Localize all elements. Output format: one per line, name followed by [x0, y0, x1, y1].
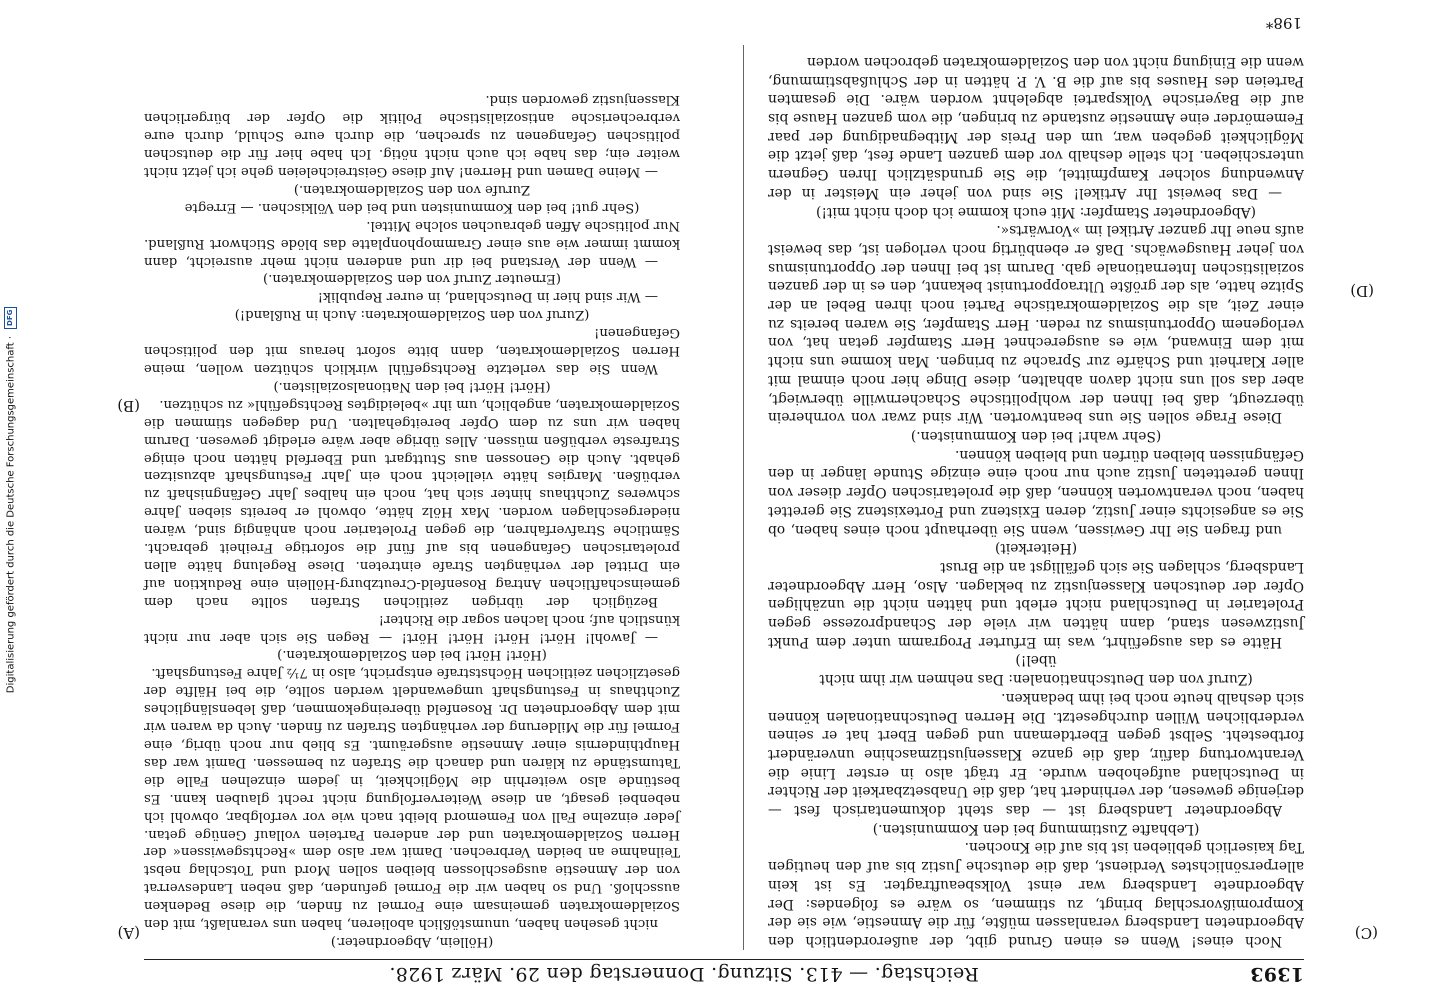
column-divider	[743, 45, 744, 950]
paragraph: Abgeordneter Landsberg ist — das steht dokumentarisch fest — derjenige gewesen, der verhindert hat, daß die Unabsetzbarkeit der Richter in Deutschland aufgehoben wurde. Er trägt also in erster Linie die Verantwortung dafür, daß die ganze Klassenjustizmaschine unverändert fortbesteht. Selbst gegen Ebertdemann und gegen Ebert hat er seinen verderblichen Willen durchgesetzt. Die Herren Deutschnationalen können sich deshalb heute noch bei ihm bedanken.	[768, 689, 1304, 819]
paragraph: — Meine Damen und Herren! Auf diese Geistreicheleien gehe ich jetzt nicht weiter ein; das habe ich auch nicht nötig. Ich habe hier für die deutschen politischen Gefangenen zu sprechen, die durch eure Schuld, durch eure verbrecherische antisozialistische Politik die Opfer der bürgerlichen Klassenjustiz geworden sind.	[144, 92, 680, 180]
paragraph: — Das beweist Ihr Artikel! Sie sind von jeher ein Meister in der Anwendung solcher Kampfmittel, die Sie grundsätzlich Ihren Gegnern unterschieben. Ich stelle deshalb vor dem ganzen Lande fest, daß jetzt die Möglichkeit gegeben war, um den Preis der Mitbegnadigung der paar Fememörder eine Amnestie zustande zu bringen, die vom ganzen Hause bis auf die Bayerische Volkspartei abgelehnt worden wäre. Die gesamten Parteien des Hauses bis auf die B. V. P. hätten in der Schlußabstimmung, wenn die Einigung nicht von den Sozialdemokraten gebrochen worden	[768, 53, 1304, 201]
paragraph: Hätte es das ausgeführt, was im Erfurter Programm unter dem Punkt Justizwesen stand, dann hätten wir viele der Schandprozesse gegen Proletarier in Deutschland nicht erlebt und hätten nicht die unzähligen Opfer der deutschen Klassenjustiz zu beklagen. Also, Herr Abgeordneter Landsberg, schlagen Sie sich gefälligst an die Brust	[768, 558, 1304, 650]
margin-mark-b: (B)	[117, 397, 140, 415]
paragraph: — Wir sind hier in Deutschland, in eurer Republik!	[317, 289, 658, 305]
paragraph: — Jawohl! Hört! Hört! Hört! Hört! — Regen Sie sich aber nur nicht künstlich auf; noch lachen sogar die Richter!	[144, 611, 680, 645]
paragraph: Wenn Sie das verletzte Rechtsgefühl wirklich schützen wollen, meine Herren Sozialdemokraten, dann bitte sofort heraus mit den politischen Gefangenen!	[144, 325, 680, 376]
interjection: (Sehr wahr! bei den Kommunisten.)	[910, 428, 1162, 445]
interjection: (Abgeordneter Stampfer: Mit euch komme ich doch nicht mit!)	[816, 203, 1256, 220]
signature-mark: 198*	[1265, 14, 1302, 32]
text-column-left	[768, 52, 1304, 950]
paragraph: Diese Frage sollen Sie uns beantworten. Wir sind zwar von vornherein überzeugt, daß bei Ihnen der wohlpolitische Schachernwille überwiegt, aber das soll uns nicht davon abhalten, diese Dinge hier noch einmal mit aller Klarheit und Schärfe zur Sprache zu bringen. Man komme uns nicht mit dem Einwand, wie es ausgerechnet Herr Stampfer getan hat, von verlogenem Opportunismus zu reden. Herr Stampfer, Sie waren bereits zu einer Zeit, als die Sozialdemokratische Partei noch ihren Bebel an der Spitze hatte, als der größte Ultraopportunist bekannt, den es in der ganzen sozialistischen Internationale gab. Darum ist bei Ihnen der Opportunismus von jeher Hausgewächs. Daß er ebenbürtig noch verlogen ist, das beweist aufs neue Ihr ganzer Artikel im »Vorwärts«.	[768, 222, 1304, 426]
margin-mark-d: (D)	[1350, 282, 1374, 300]
interjection: (Hört! Hört! bei den Nationalsozialisten.)	[273, 378, 551, 394]
footer-credit: Digitalisierung gefördert durch die Deutsche Forschungsgemeinschaft · DFG	[4, 50, 18, 950]
interjection: (Höllein, Abgeordneter.)	[330, 934, 494, 949]
paragraph: Noch eines! Wenn es einen Grund gibt, der außerordentlich den Abgeordneten Landsberg veranlassen müßte, für die Amnestie, wie sie der Kompromißvorschlag bringt, zu stimmen, so wäre es folgendes: Der Abgeordnete Landsberg war einst Volksbeauftragter. Es ist kein allerpersönlichstes Verdienst, daß die deutsche Justiz bis auf den heutigen Tag kaiserlich geblieben ist bis auf die Knochen.	[768, 839, 1304, 949]
page-header	[144, 959, 1304, 988]
margin-mark-c: (C)	[1354, 924, 1378, 942]
paragraph: — Wenn der Verstand bei dir und anderen nicht mehr ausreicht, dann kommt immer wie aus einer Grammophonplatte das blöde Stichwort Rußland. Nur politische Affen gebrauchen solche Mittel.	[144, 217, 680, 269]
text-column-right	[144, 91, 680, 951]
paragraph: nicht gesehen haben, unumstößlich abolieren, haben uns veranlaßt, mit den Sozialdemokraten gemeinsam eine Formel zu finden, die diese Bedenken ausschloß. Und so haben wir die Formel gefunden, daß neben Landesverrat von der Amnestie ausgeschlossen bleiben sollen Mord und Totschlag nebst Teilnahme an beiden Verbrechen. Damit war also dem »Rechtsgewissen« der Herren Sozialdemokraten und der anderen Parteien vollauf Genüge getan. Jeder einzelne Fall von Fememord bleibt nach wie vor verfolgbar, obwohl ich nebenbei gesagt, an diese Weiterverfolgung nicht recht glauben kann. Es bestünde also weiterhin die Möglichkeit, in jedem einzelnen Falle die Tatumstände zu klären und danach die Strafen zu bemessen. Damit war das Haupthindernis einer Amnestie ausgeräumt. Es blieb nur noch übrig, eine Formel für die Milderung der verhängten Strafen zu finden. Auch da waren wir mit dem Abgeordneten Dr. Rosenfeld übereingekommen, daß lebenslängliches Zuchthaus in Festungshaft umgewandelt werden sollte, die bei Hälfte der gesetzlichen zeitlichen Höchststrafe entspricht, also in 7½ Jahre Festungshaft.	[144, 665, 680, 932]
newspaper-page	[117, 0, 1378, 1000]
interjection: (Heiterkeit)	[994, 540, 1078, 557]
interjection: (Zuruf von den Deutschnationalen: Das nehmen wir ihm nicht übel!)	[819, 652, 1253, 688]
interjection: (Hört! Hört! bei den Sozialdemokraten.)	[277, 647, 547, 663]
interjection: (Lebhafte Zustimmung bei den Kommunisten.)	[872, 820, 1200, 837]
paragraph: Bezüglich der übrigen zeitlichen Strafen sollte nach dem gemeinschaftlichen Antrag Rosenfeld-Creutzburg-Höllein eine Reduktion auf ein Drittel der verhängten Strafe eintreten. Diese Regelung hätte allen proletarischen Gefangenen bis auf fünf die sofortige Freiheit gebracht. Sämtliche Strafverfahren, die gegen Proletarier noch anhängig sind, wären niedergeschlagen worden. Max Hölz hätte, obwohl er bereits sieben Jahre schweres Zuchthaus hinter sich hat, noch ein halbes Jahr Gefängnishaft zu verbüßen. Margies hätte vielleicht noch ein Jahr Festungshaft abzusitzen gehabt. Auch die Genossen aus Stuttgart und Eberfeld hätten noch einige Strafreste verbüßen müssen. Alles übrige aber wäre erledigt gewesen. Darum haben wir uns zu dem Opfer bereitgehalten. Und dagegen stimmen die Sozialdemokraten, angeblich, um ihr »beleidigtes Rechtsgefühl« zu schützen.	[144, 396, 680, 609]
interjection: (Sehr gut! bei den Kommunisten und bei den Völkischen. — Erregte Zurufe von den Sozialdemokraten.)	[184, 181, 640, 215]
interjection: (Erneuter Zuruf von den Sozialdemokraten.)	[263, 271, 562, 287]
dfg-logo: DFG	[4, 307, 17, 329]
margin-mark-a: (A)	[117, 924, 140, 942]
page-number: 1393	[1249, 963, 1304, 985]
interjection: (Zuruf von den Sozialdemokraten: Auch in Rußland!)	[234, 307, 590, 323]
digitization-footer	[0, 0, 22, 1000]
page-title: Reichstag. — 413. Sitzung. Donnerstag den 29. März 1928.	[389, 963, 979, 985]
paragraph: und fragen Sie Ihr Gewissen, wenn Sie überhaupt noch eines haben, ob Sie es angesichts einer Justiz, deren Existenz und Fortexistenz Sie gerettet haben, noch verantworten können, daß die proletarischen Opfer dieser von Ihnen geretteten Justiz auch nur noch eine einzige Stunde länger in den Gefängnissen bleiben dürfen und bleiben können.	[768, 446, 1304, 538]
footer-credit-text: Digitalisierung gefördert durch die Deutsche Forschungsgemeinschaft	[5, 342, 17, 694]
